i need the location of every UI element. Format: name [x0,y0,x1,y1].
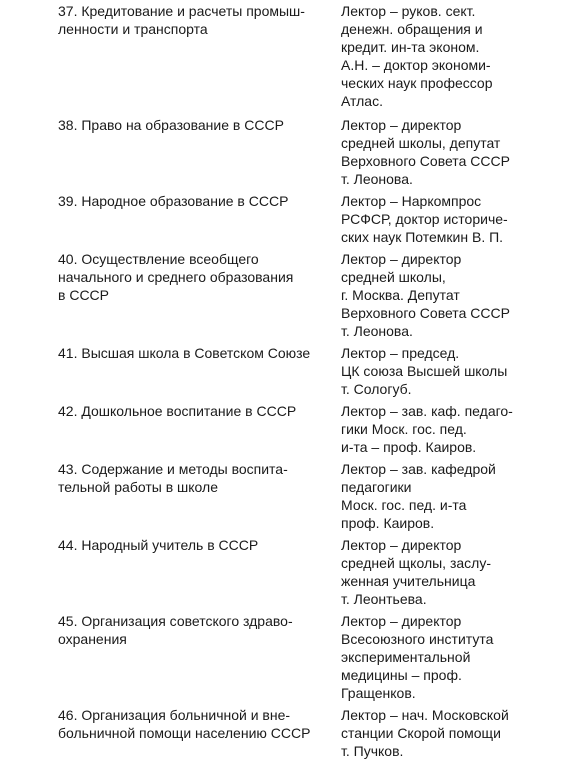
lecturer-line: Лектор – директор [341,537,462,553]
lecturer-line: РСФСР, доктор историче- [341,211,508,227]
entry-topic [58,2,330,38]
topic-line: 41. Высшая школа в Советском Союзе [58,345,311,361]
lecturer-line: т. Сологуб. [341,381,412,397]
topic-line: начального и среднего образования [58,269,294,285]
lecturer-line: денежн. обращения и [341,21,483,37]
entry-lecturer [341,402,556,456]
topic-line: в СССР [58,287,109,303]
topic-line: 46. Организация больничной и вне- [58,707,291,723]
topic-line: 40. Осуществление всеобщего [58,251,259,267]
lecturer-line: гики Моск. гос. пед. [341,421,467,437]
lecturer-line: Лектор – нач. Московской [341,707,509,723]
topic-line: 43. Содержание и методы воспита- [58,461,288,477]
lecturer-line: Всесоюзного института [341,631,494,647]
entry-lecturer [341,344,556,398]
lecturer-line: кредит. ин-та эконом. [341,39,480,55]
entry-lecturer [341,536,556,608]
lecturer-line: Лектор – руков. сект. [341,3,476,19]
entry-topic [58,192,330,210]
entry-topic [58,344,330,362]
entry-topic [58,460,330,496]
topic-line: 45. Организация советского здраво- [58,613,293,629]
lecturer-line: Лектор – Наркомпрос [341,193,482,209]
topic-line: 44. Народный учитель в СССР [58,537,259,553]
lecturer-line: ческих наук профессор [341,75,493,91]
lecturer-line: Верховного Совета СССР [341,153,510,169]
topic-line: больничной помощи населению СССР [58,725,311,741]
lecturer-line: Моск. гос. пед. и-та [341,497,467,513]
lecturer-line: т. Леонова. [341,323,413,339]
lecturer-line: Атлас. [341,93,383,109]
entry-topic [58,612,330,648]
topic-line: 38. Право на образование в СССР [58,117,284,133]
topic-line: тельной работы в школе [58,479,218,495]
lecturer-line: и-та – проф. Каиров. [341,439,477,455]
lecturer-line: ЦК союза Высшей школы [341,363,508,379]
entry-topic [58,536,330,554]
topic-line: ленности и транспорта [58,21,208,37]
lecturer-line: женная учительница [341,573,476,589]
lecturer-line: Лектор – зав. кафедрой [341,461,496,477]
entry-lecturer [341,116,556,188]
lecturer-line: ских наук Потемкин В. П. [341,229,504,245]
entry-lecturer [341,612,556,702]
topic-line: 37. Кредитование и расчеты промыш- [58,3,305,19]
lecturer-line: Лектор – директор [341,613,462,629]
entry-topic [58,250,330,304]
topic-line: 42. Дошкольное воспитание в СССР [58,403,297,419]
entry-lecturer [341,460,556,532]
lecturer-line: средней школы, [341,269,446,285]
lecturer-line: Верховного Совета СССР [341,305,510,321]
lecturer-line: Лектор – директор [341,117,462,133]
lecturer-line: средней школы, депутат [341,135,501,151]
topic-line: охранения [58,631,127,647]
lecturer-line: А.Н. – доктор экономи- [341,57,491,73]
lecturer-line: средней щколы, заслу- [341,555,491,571]
lecturer-line: педагогики [341,479,412,495]
lecturer-line: проф. Каиров. [341,515,435,531]
lecturer-line: станции Скорой помощи [341,725,501,741]
entry-topic [58,116,330,134]
lecturer-line: Лектор – зав. каф. педаго- [341,403,513,419]
lecturer-line: Лектор – директор [341,251,462,267]
entry-lecturer [341,192,556,246]
topic-line: 39. Народное образование в СССР [58,193,289,209]
lecturer-line: г. Москва. Депутат [341,287,460,303]
lecturer-line: экспериментальной [341,649,471,665]
lecturer-line: Гращенков. [341,685,416,701]
lecturer-line: т. Леонтьева. [341,591,427,607]
entry-lecturer [341,706,556,760]
entry-lecturer [341,250,556,340]
lecturer-line: Лектор – председ. [341,345,460,361]
entry-topic [58,706,330,742]
lecturer-line: т. Леонова. [341,171,413,187]
entry-lecturer [341,2,556,110]
lecturer-line: медицины – проф. [341,667,462,683]
entry-topic [58,402,330,420]
lecturer-line: т. Пучков. [341,743,404,759]
